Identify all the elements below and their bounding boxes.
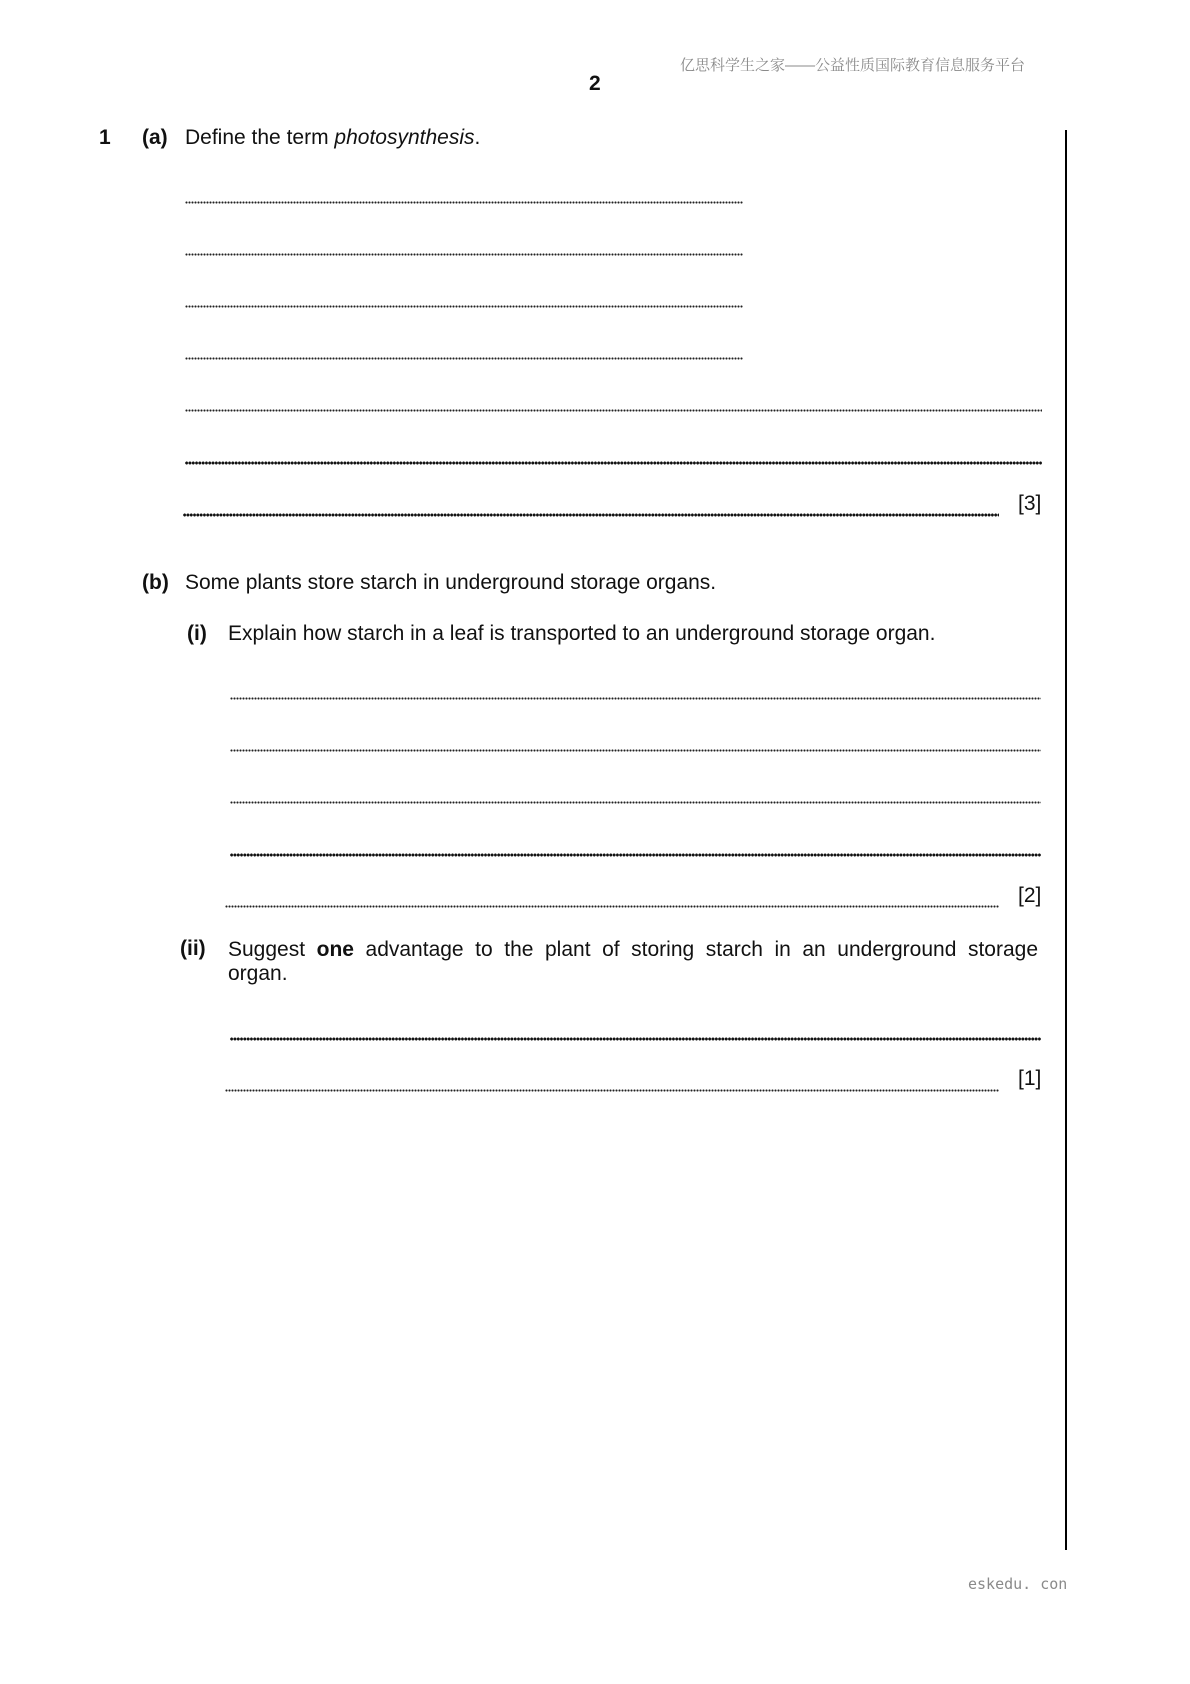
answer-line-b-i-5[interactable] (225, 905, 999, 908)
answer-line-a-6[interactable] (185, 461, 1042, 465)
answer-line-a-3[interactable] (185, 305, 743, 308)
page-number: 2 (589, 72, 601, 95)
part-a-text-before: Define the term (185, 126, 335, 149)
part-b-ii-text-after: advantage to the plant of storing starch in an underground storage (353, 938, 1038, 961)
watermark-header: 亿思科学生之家——公益性质国际教育信息服务平台 (680, 57, 1026, 74)
answer-line-a-2[interactable] (185, 253, 743, 256)
part-a-term: photosynthesis (334, 126, 475, 149)
question-number: 1 (99, 126, 111, 149)
margin-rule (1065, 130, 1067, 1550)
answer-line-b-i-4[interactable] (230, 853, 1041, 857)
part-b-ii-marks: [1] (1018, 1067, 1042, 1090)
part-b-ii-text-line2: organ. (228, 962, 288, 985)
answer-line-b-i-3[interactable] (230, 801, 1041, 804)
answer-line-a-1[interactable] (185, 201, 743, 204)
part-a-prompt (185, 126, 480, 150)
answer-line-b-i-2[interactable] (230, 749, 1041, 752)
footer-site: eskedu. con (968, 1575, 1068, 1593)
answer-line-a-4[interactable] (185, 357, 743, 360)
answer-line-a-7[interactable] (183, 513, 999, 517)
answer-line-a-5[interactable] (185, 409, 1042, 412)
part-b-i-label: (i) (187, 622, 207, 645)
part-a-text-after: . (474, 126, 481, 149)
part-a-label: (a) (142, 126, 168, 149)
part-b-ii-text (228, 937, 1038, 987)
part-a-marks: [3] (1018, 492, 1042, 515)
part-b-ii-text-before: Suggest (228, 938, 317, 961)
answer-line-b-ii-1[interactable] (230, 1037, 1041, 1041)
part-b-i-text: Explain how starch in a leaf is transported to an underground storage organ. (228, 622, 936, 645)
answer-line-b-i-1[interactable] (230, 697, 1041, 700)
part-b-ii-label: (ii) (180, 937, 206, 960)
part-b-text: Some plants store starch in underground storage organs. (185, 571, 717, 594)
part-b-label: (b) (142, 571, 169, 594)
part-b-i-marks: [2] (1018, 884, 1042, 907)
part-b-ii-text-bold: one (316, 938, 354, 961)
answer-line-b-ii-2[interactable] (225, 1089, 999, 1092)
